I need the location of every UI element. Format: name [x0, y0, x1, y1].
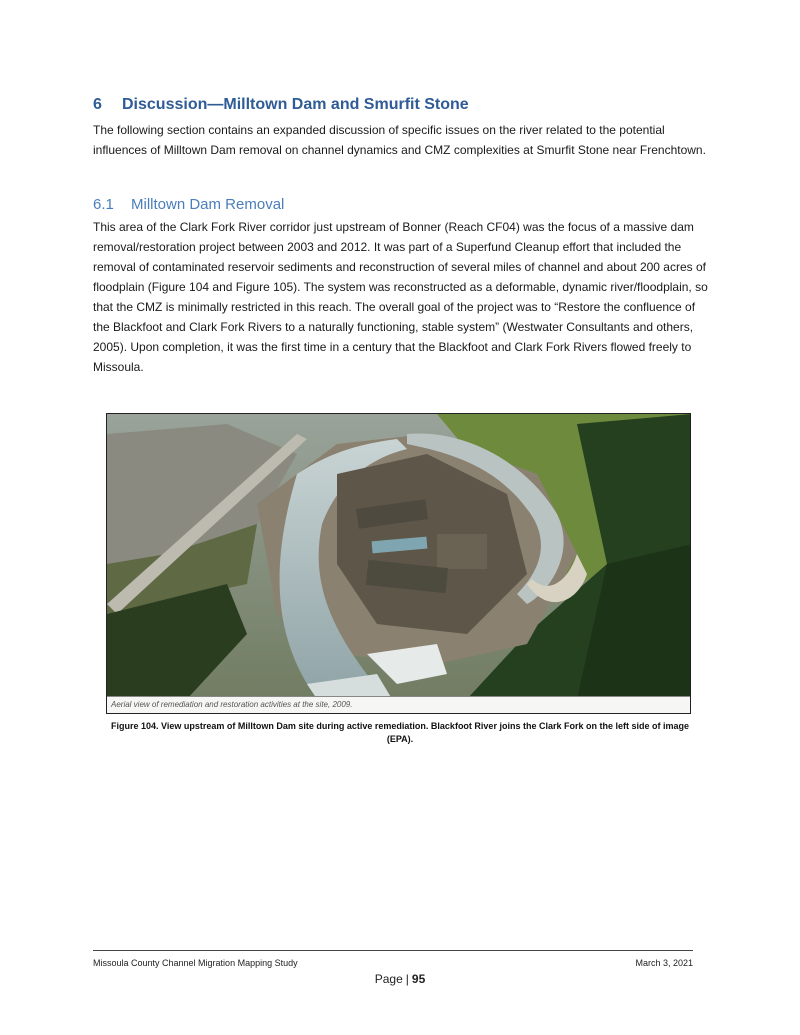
subsection-body-paragraph: This area of the Clark Fork River corridor just upstream of Bonner (Reach CF04) was the focus of a massive dam removal/restoration project between 2003 and 2012. It was part of a Superfund Cleanup effort that included the removal of contaminated reservoir sediments and reconstruction of several miles of channel and about 200 acres of floodplain (Figure 104 and Figure 105). The system was reconstructed as a deformable, dynamic river/floodplain, so that the CMZ is minimally restricted in this reach. The overall goal of the project was to “Restore the confluence of the Blackfoot and Clark Fork Rivers to a naturally functioning, stable system” (Westwater Consultants and others, 2005). Upon completion, it was the first time in a century that the Blackfoot and Clark Fork Rivers flowed freely to Missoula.: [93, 220, 708, 374]
page-separator: |: [405, 972, 409, 986]
page-number-value: 95: [411, 972, 426, 986]
footer-rule: [93, 950, 693, 951]
aerial-photo: [106, 413, 691, 714]
subsection-title: Milltown Dam Removal: [131, 196, 285, 213]
section-title: Discussion—Milltown Dam and Smurfit Stone: [122, 96, 469, 113]
subsection-heading: [93, 196, 284, 213]
subsection-number: 6.1: [93, 196, 114, 213]
photo-caption: Aerial view of remediation and restoration activities at the site, 2009.: [107, 696, 690, 713]
footer-date: March 3, 2021: [635, 958, 693, 968]
section-heading: [93, 96, 469, 114]
section-number: 6: [93, 96, 102, 113]
figure-caption: Figure 104. View upstream of Milltown Dam site during active remediation. Blackfoot River joins the Clark Fork on the left side of image (EPA).: [111, 721, 689, 744]
aerial-photo-illustration: [107, 414, 691, 714]
section-intro-paragraph: The following section contains an expanded discussion of specific issues on the river related to the potential influences of Milltown Dam removal on channel dynamics and CMZ complexities at Smurfit Stone near Frenchtown.: [93, 123, 706, 157]
page-number: [0, 972, 800, 986]
page-label: Page: [374, 972, 403, 986]
footer-document-title: Missoula County Channel Migration Mapping Study: [93, 958, 298, 968]
